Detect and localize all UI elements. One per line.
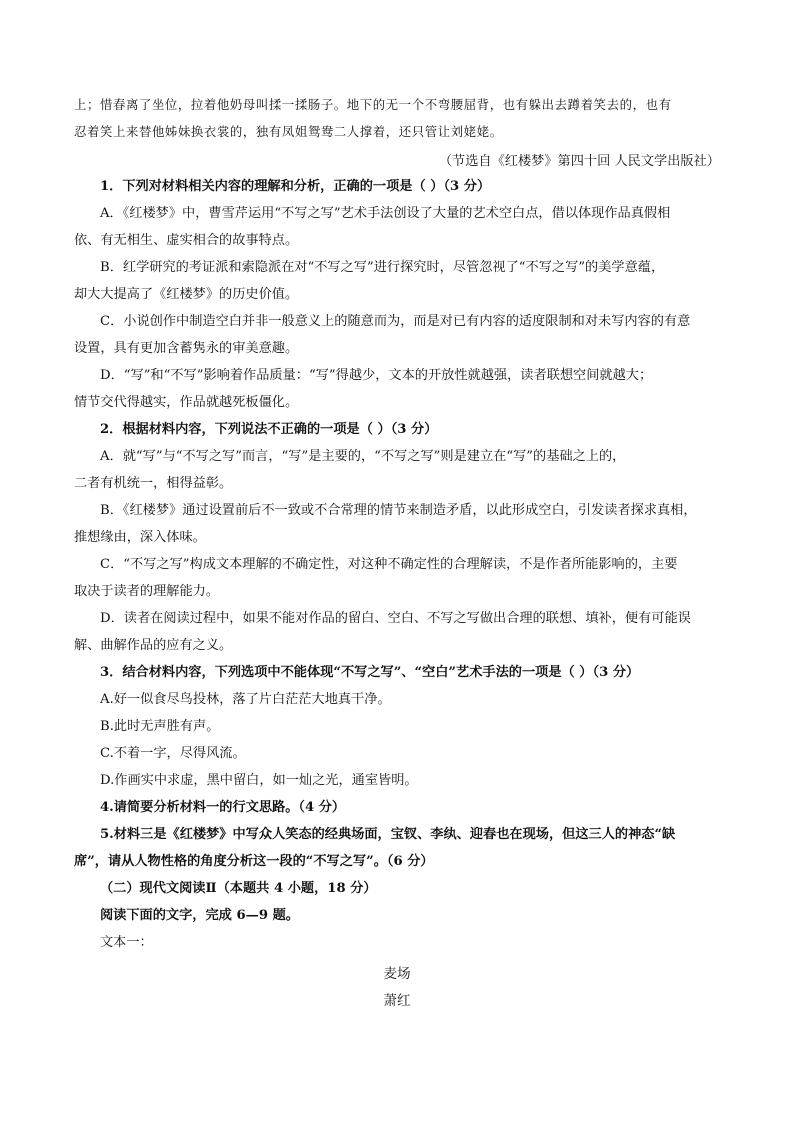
- question-5-stem: 5.材料三是《红楼梦》中写众人笑态的经典场面，宝钗、李纨、迎春也在现场，但这三人的神态“缺: [100, 827, 676, 842]
- q2-option-c-cont: 取决于读者的理解能力。: [74, 584, 220, 599]
- q1-option-d-cont: 情节交代得越实，作品就越死板僵化。: [74, 395, 299, 410]
- q2-option-d: D．读者在阅读过程中，如果不能对作品的留白、空白、不写之写做出合理的联想、填补，便有可能误: [100, 611, 691, 626]
- q3-option-d: D.作画实中求虚，黑中留白，如一灿之光，通室皆明。: [100, 773, 418, 788]
- passage-source: （节选自《红楼梦》第四十回 人民文学出版社）: [438, 154, 720, 169]
- q1-option-b: B．红学研究的考证派和索隐派在对“不写之写”进行探究时，尽管忽视了“不写之写”的美学意蕴，: [100, 260, 665, 275]
- q1-option-b-cont: 却大大提高了《红楼梦》的历史价值。: [74, 287, 299, 302]
- q2-option-a: A．就“写”与“不写之写”而言，“写”是主要的，“不写之写”则是建立在“写”的基础之上的，: [100, 449, 626, 464]
- text-label: 文本一：: [100, 935, 153, 950]
- q2-option-b: B．《红楼梦》通过设置前后不一致或不合常理的情节来制造矛盾，以此形成空白，引发读者探求真相，: [100, 503, 697, 518]
- q3-option-b: B.此时无声胜有声。: [100, 719, 220, 734]
- q1-option-c-cont: 设置，具有更加含蓄隽永的审美意趣。: [74, 341, 299, 356]
- question-3-stem: 3．结合材料内容，下列选项中不能体现“不写之写”、“空白”艺术手法的一项是（ ）（3 分）: [100, 665, 640, 680]
- reading-instruction: 阅读下面的文字，完成 6—9 题。: [100, 908, 299, 923]
- q2-option-c: C．“不写之写”构成文本理解的不确定性，对这种不确定性的合理解读，不是作者所能影响的，主要: [100, 557, 678, 572]
- q1-option-a: A．《红楼梦》中，曹雪芹运用“不写之写”艺术手法创设了大量的艺术空白点，借以体现作品真假相: [100, 206, 671, 221]
- question-4-stem: 4.请简要分析材料一的行文思路。（4 分）: [100, 800, 346, 815]
- q3-option-c: C.不着一字，尽得风流。: [100, 746, 246, 761]
- q3-option-a: A.好一似食尽鸟投林，落了片白茫茫大地真干净。: [100, 692, 391, 707]
- article-author: 萧红: [383, 993, 411, 1009]
- passage-line: 上；惜春离了坐位，拉着他奶母叫揉一揉肠子。地下的无一个不弯腰屈背，也有躲出去蹲着笑去的，也有: [74, 97, 672, 112]
- question-5-stem-cont: 席”，请从人物性格的角度分析这一段的“不写之写”。（6 分）: [74, 854, 434, 869]
- q1-option-c: C．小说创作中制造空白并非一般意义上的随意而为，而是对已有内容的适度限制和对未写内容的有意: [100, 314, 691, 329]
- question-1-stem: 1．下列对材料相关内容的理解和分析，正确的一项是（ ）（3 分）: [100, 179, 491, 194]
- q2-option-a-cont: 二者有机统一，相得益彰。: [74, 476, 233, 491]
- q2-option-b-cont: 推想缘由，深入体味。: [74, 530, 206, 545]
- q1-option-d: D．“写”和“不写”影响着作品质量：“写”得越少，文本的开放性就越强，读者联想空间就越大；: [100, 368, 653, 383]
- q1-option-a-cont: 依、有无相生、虚实相合的故事特点。: [74, 233, 299, 248]
- question-2-stem: 2．根据材料内容，下列说法不正确的一项是（ ）（3 分）: [100, 422, 438, 437]
- passage-line: 忍着笑上来替他姊妹换衣裳的，独有凤姐鸳鸯二人撑着，还只管让刘姥姥。: [74, 124, 503, 139]
- section-heading: （二）现代文阅读Ⅱ（本题共 4 小题，18 分）: [100, 881, 377, 896]
- article-title: 麦场: [383, 966, 411, 982]
- q2-option-d-cont: 解、曲解作品的应有之义。: [74, 638, 233, 653]
